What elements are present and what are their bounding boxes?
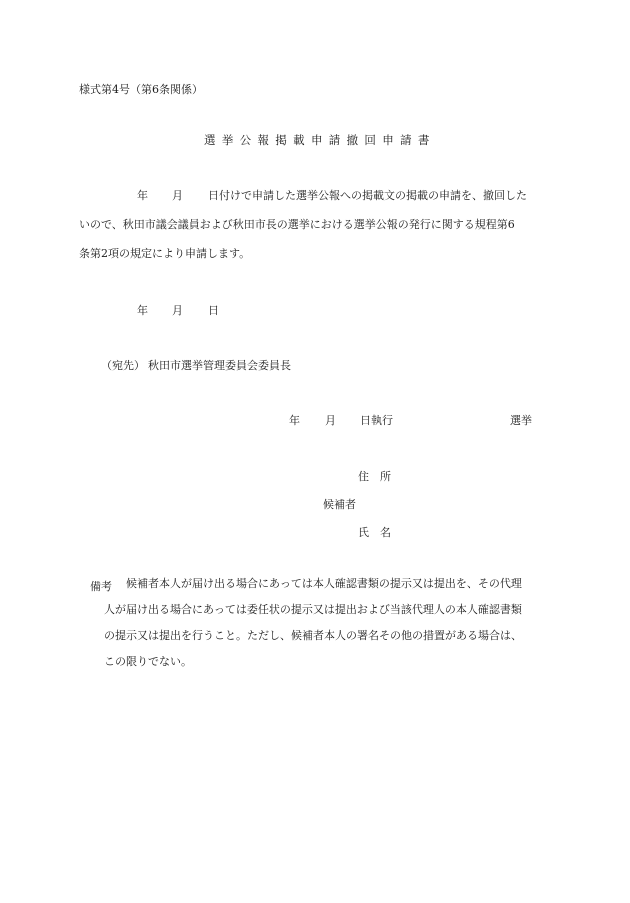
document-title: 選挙公報掲載申請撤回申請書 — [204, 133, 436, 147]
remarks-label: 備考 — [90, 580, 112, 593]
date-year-label: 年 — [137, 304, 148, 317]
election-label: 選挙 — [510, 414, 532, 427]
election-year-label: 年 — [289, 414, 300, 427]
body-line-1: 日付けで申請した選挙公報への掲載文の掲載の申請を、撤回した — [208, 189, 527, 202]
candidate-name-label: 氏 名 — [358, 526, 391, 539]
candidate-address-label: 住 所 — [358, 470, 391, 483]
date-day-label: 日 — [208, 304, 219, 317]
body-month-label: 月 — [172, 189, 183, 202]
form-label: 様式第4号（第6条関係） — [79, 83, 203, 96]
body-line-2: いので、秋田市議会議員および秋田市長の選挙における選挙公報の発行に関する規程第6 — [79, 218, 515, 231]
date-month-label: 月 — [172, 304, 183, 317]
remarks-line-3: の提示又は提出を行うこと。ただし、候補者本人の署名その他の措置がある場合は、 — [104, 629, 522, 642]
candidate-role-label: 候補者 — [323, 498, 356, 511]
remarks-line-4: この限りでない。 — [104, 655, 192, 668]
election-month-label: 月 — [325, 414, 336, 427]
remarks-line-2: 人が届け出る場合にあっては委任状の提示又は提出および当該代理人の本人確認書類 — [104, 603, 522, 616]
body-line-3: 条第2項の規定により申請します。 — [79, 247, 251, 260]
body-year-label: 年 — [137, 189, 148, 202]
addressee-prefix: （宛先） — [101, 359, 145, 372]
election-day-held-label: 日執行 — [360, 414, 393, 427]
addressee-name: 秋田市選挙管理委員会委員長 — [148, 359, 291, 372]
remarks-line-1: 候補者本人が届け出る場合にあっては本人確認書類の提示又は提出を、その代理 — [126, 577, 522, 590]
